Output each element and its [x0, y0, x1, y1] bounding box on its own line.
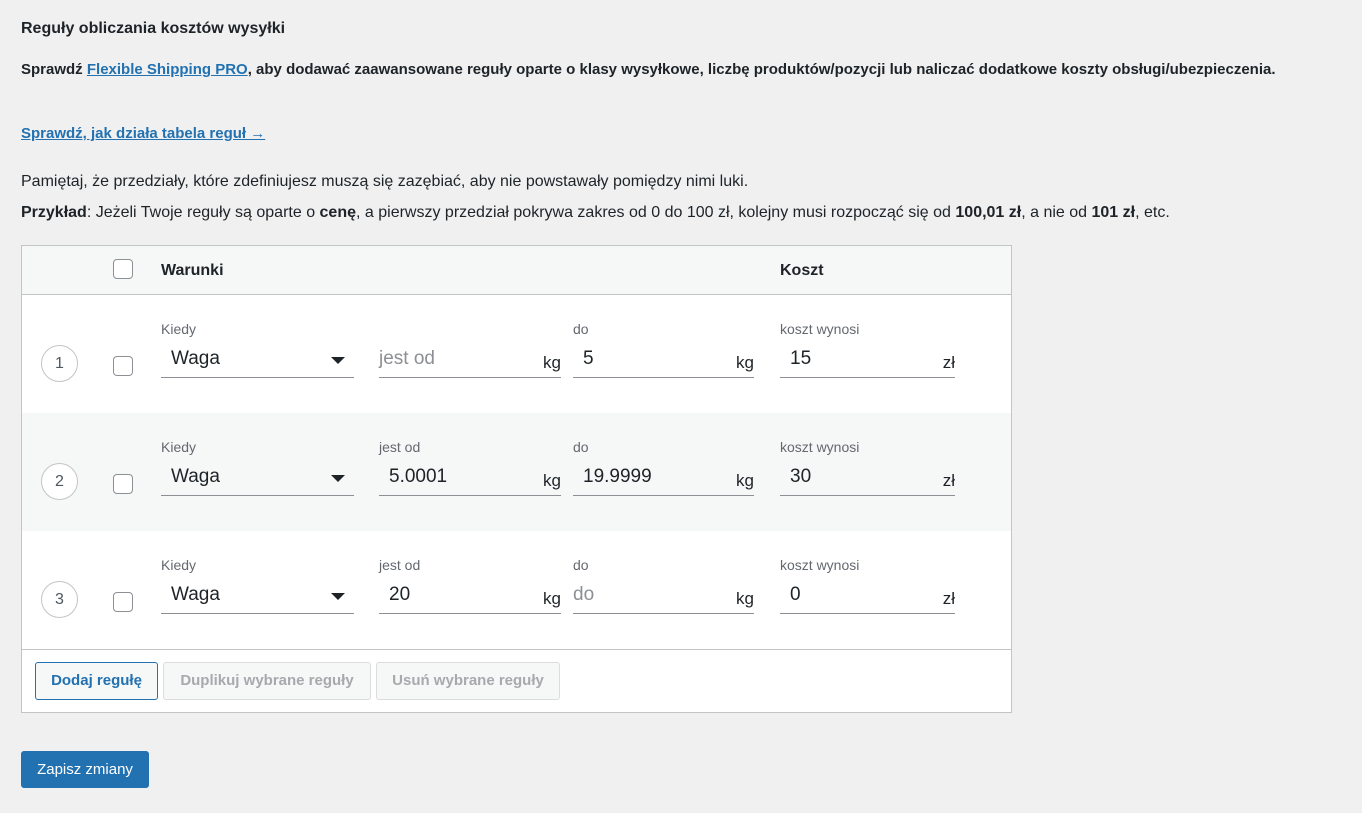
section-title: Reguły obliczania kosztów wysyłki [21, 20, 286, 37]
select-all-checkbox[interactable] [113, 259, 133, 279]
intro-prefix: Sprawdź [21, 61, 87, 78]
cost-label: koszt wynosi [780, 321, 860, 337]
to-input[interactable] [573, 457, 754, 496]
rule-number: 2 [41, 463, 78, 500]
cost-input[interactable] [780, 339, 955, 378]
from-unit: kg [543, 353, 561, 372]
chevron-down-icon [331, 593, 345, 600]
cost-value: 0 [790, 584, 801, 605]
add-rule-button[interactable]: Dodaj regułę [35, 662, 158, 700]
rule-row [22, 295, 1011, 413]
rule-row [22, 413, 1011, 531]
rules-table-header [22, 246, 1011, 295]
cost-value: 30 [790, 466, 812, 487]
intro-text [21, 61, 1276, 78]
save-changes-button[interactable]: Zapisz zmiany [21, 751, 149, 788]
from-unit: kg [543, 471, 561, 490]
delete-selected-rules-button[interactable]: Usuń wybrane reguły [376, 662, 560, 700]
cost-label: koszt wynosi [780, 439, 860, 455]
cost-input[interactable] [780, 575, 955, 614]
to-value: 5 [583, 348, 594, 369]
to-placeholder: do [573, 584, 595, 605]
from-unit: kg [543, 589, 561, 608]
cost-unit: zł [942, 589, 955, 608]
from-input[interactable] [379, 457, 561, 496]
example-text-4: , etc. [1135, 204, 1170, 221]
example-label: Przykład [21, 204, 87, 221]
condition-value: Waga [171, 348, 220, 369]
to-unit: kg [736, 589, 754, 608]
from-label: jest od [379, 557, 421, 573]
condition-select[interactable] [161, 575, 354, 614]
from-input[interactable] [379, 575, 561, 614]
header-conditions: Warunki [161, 262, 224, 279]
cost-value: 15 [790, 348, 812, 369]
to-label: do [573, 557, 589, 573]
example-text-1: : Jeżeli Twoje reguły są oparte o [86, 204, 320, 221]
rules-table [21, 245, 1012, 713]
cost-label: koszt wynosi [780, 557, 860, 573]
rule-select-checkbox[interactable] [113, 592, 133, 612]
condition-select[interactable] [161, 339, 354, 378]
rules-table-footer [22, 649, 1011, 712]
from-placeholder: jest od [379, 348, 435, 369]
example-bold-3: 101 zł [1091, 204, 1136, 221]
when-label: Kiedy [161, 439, 197, 455]
condition-value: Waga [171, 584, 220, 605]
example-bold-1: cenę [319, 204, 356, 221]
to-input[interactable] [573, 575, 754, 614]
condition-select[interactable] [161, 457, 354, 496]
from-input[interactable] [379, 339, 561, 378]
from-value: 5.0001 [389, 466, 448, 487]
from-value: 20 [389, 584, 411, 605]
cost-unit: zł [942, 471, 955, 490]
example-text-3: , a nie od [1021, 204, 1092, 221]
to-unit: kg [736, 353, 754, 372]
overlap-note: Pamiętaj, że przedziały, które zdefiniujesz muszą się zazębiać, aby nie powstawały pomiędzy nimi luki. [21, 173, 749, 190]
example-note [21, 204, 1170, 222]
when-label: Kiedy [161, 321, 197, 337]
when-label: Kiedy [161, 557, 197, 573]
rule-select-checkbox[interactable] [113, 474, 133, 494]
example-bold-2: 100,01 zł [955, 204, 1022, 221]
to-label: do [573, 439, 589, 455]
intro-suffix: , aby dodawać zaawansowane reguły oparte o klasy wysyłkowe, liczbę produktów/pozycji lub naliczać dodatkowe koszty obsługi/ubezpieczenia. [247, 61, 1276, 78]
to-input[interactable] [573, 339, 754, 378]
condition-value: Waga [171, 466, 220, 487]
rule-number: 1 [41, 345, 78, 382]
rule-row [22, 531, 1011, 649]
rule-number: 3 [41, 581, 78, 618]
chevron-down-icon [331, 357, 345, 364]
flexible-shipping-pro-link[interactable]: Flexible Shipping PRO [86, 61, 248, 78]
header-cost: Koszt [780, 262, 824, 279]
cost-unit: zł [942, 353, 955, 372]
duplicate-selected-rules-button[interactable]: Duplikuj wybrane reguły [163, 662, 371, 700]
cost-input[interactable] [780, 457, 955, 496]
example-text-2: , a pierwszy przedział pokrywa zakres od 0 do 100 zł, kolejny musi rozpocząć się od [356, 204, 956, 221]
rules-table-help-link[interactable]: Sprawdź, jak działa tabela reguł → [21, 125, 266, 142]
from-label: jest od [379, 439, 421, 455]
to-unit: kg [736, 471, 754, 490]
rule-select-checkbox[interactable] [113, 356, 133, 376]
to-label: do [573, 321, 589, 337]
chevron-down-icon [331, 475, 345, 482]
to-value: 19.9999 [583, 466, 652, 487]
